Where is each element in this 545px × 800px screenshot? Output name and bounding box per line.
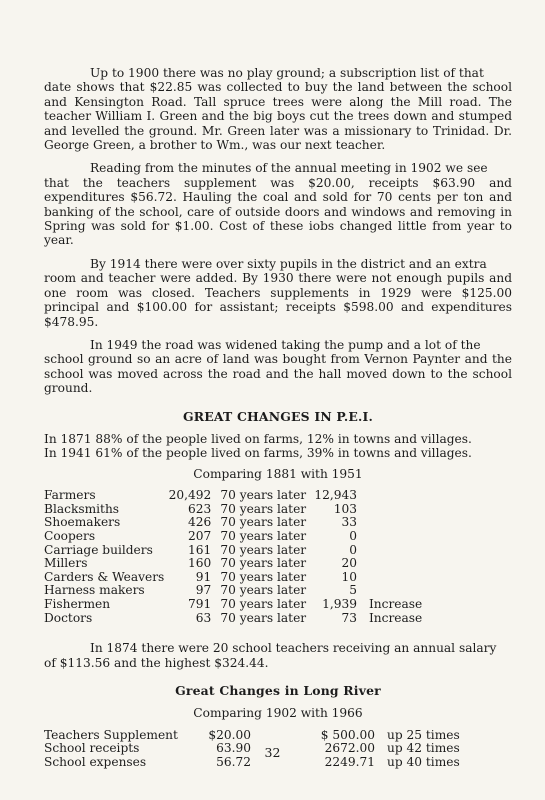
paragraph-rest: room and teacher were added. By 1930 there were not enough pupils and one room was closed. Teachers supplements in 1929 were $125.00 principal and $100.00 for assistant; receipts $598.00 and expenditures $478.95. [44,271,512,329]
pei-heading: GREAT CHANGES IN P.E.I. [182,408,374,424]
value-1966: 2672.00 [324,741,375,756]
value-1881: 426 [188,515,212,530]
change-note [357,516,422,530]
table-row [44,612,422,626]
gap-label: 70 years later [220,569,307,584]
value-1881: 207 [188,528,212,543]
table-row [44,489,422,503]
value-1881: 91 [195,569,212,584]
table-row [44,557,422,571]
value-1902: 63.90 [216,741,251,756]
paragraph-rest: school ground so an acre of land was bought from Vernon Paynter and the school was moved across the road and the hall moved down to the school ground. [44,352,512,396]
occupation-name: Coopers [44,528,96,543]
value-1951: 0 [349,542,357,557]
value-1951: 5 [349,583,357,598]
gap-label: 70 years later [220,610,307,625]
table-row [44,584,422,598]
occupation-name: Farmers [44,488,96,503]
page-text [44,66,512,770]
change-note [357,503,422,517]
paragraph-1914 [44,257,512,329]
value-1881: 63 [195,610,212,625]
paragraph-1949 [44,338,512,396]
gap-label: 70 years later [220,556,307,571]
occupations-table [44,489,422,625]
pei-line-1871: In 1871 88% of the people lived on farms, 12% in towns and villages. [44,431,472,446]
table-row [44,530,422,544]
table-row [44,571,422,585]
paragraph-minutes-1902 [44,161,512,247]
change-note [357,530,422,544]
gap-label: 70 years later [220,542,307,557]
item-name: School receipts [44,741,140,756]
value-1966: 2249.71 [324,754,375,769]
value-1902: 56.72 [216,754,251,769]
value-1951: 103 [333,501,357,516]
change-note [357,544,422,558]
occupation-name: Fishermen [44,596,111,611]
table-row [44,503,422,517]
page-number: 32 [264,745,281,760]
value-1966: $ 500.00 [320,727,375,742]
value-1881: 20,492 [168,488,212,503]
paragraph-teachers-1874 [44,641,512,670]
gap-label: 70 years later [220,515,307,530]
value-1951: 1,939 [322,596,357,611]
change-note: Increase [368,596,423,611]
occupation-name: Blacksmiths [44,501,120,516]
gap-label: 70 years later [220,488,307,503]
gap-label: 70 years later [220,501,307,516]
table-row [44,598,422,612]
change-note: up 40 times [387,754,460,769]
gap-label: 70 years later [220,583,307,598]
occupation-name: Carders & Weavers [44,569,165,584]
value-1951: 20 [341,556,357,571]
occupation-name: Millers [44,556,88,571]
paragraph-playground [44,66,512,152]
change-note: up 25 times [387,727,460,742]
value-1881: 791 [188,596,212,611]
paragraph-first-line: By 1914 there were over sixty pupils in the district and an extra [90,256,487,271]
change-note [357,571,422,585]
value-1951: 12,943 [314,488,357,503]
value-1881: 623 [188,501,212,516]
value-1902: $20.00 [208,727,251,742]
occupation-name: Shoemakers [44,515,121,530]
table-row [44,544,422,558]
value-1881: 160 [188,556,212,571]
long-river-heading: Great Changes in Long River [175,682,381,698]
paragraph-rest: date shows that $22.85 was collected to buy the land between the school and Kensington Road. Tall spruce trees were along the Mill road. The teacher William I. Green and the big boys cut the trees down and stumped and levelled the ground. Mr. Green later was a missionary to Trinidad. Dr. George Green, a brother to Wm., was our next teacher. [44,80,512,153]
value-1881: 97 [195,583,212,598]
change-note: Increase [368,610,423,625]
gap-label: 70 years later [220,596,307,611]
gap-label: 70 years later [220,528,307,543]
value-1951: 33 [341,515,357,530]
change-note [357,489,422,503]
paragraph-first-line: Up to 1900 there was no play ground; a subscription list of that [90,66,484,80]
long-river-subheading: Comparing 1902 with 1966 [193,706,363,721]
paragraph-rest: that the teachers supplement was $20.00, receipts $63.90 and expenditures $56.72. Hauling the coal and sold for 70 cents per ton and banking of the school, care of outside doors and windows and removing in Spring was sold for $1.00. Cost of these iobs changed little from year to year. [44,175,512,248]
value-1951: 0 [349,528,357,543]
value-1881: 161 [188,542,212,557]
paragraph-first-line: In 1949 the road was widened taking the pump and a lot of the [90,337,481,352]
occupation-name: Doctors [44,610,93,625]
value-1951: 73 [341,610,357,625]
occupation-name: Carriage builders [44,542,153,557]
pei-line-1941: In 1941 61% of the people lived on farms, 39% in towns and villages. [44,446,472,461]
value-1951: 10 [341,569,357,584]
pei-subheading: Comparing 1881 with 1951 [193,466,363,481]
change-note: up 42 times [387,741,460,756]
paragraph-rest: of $113.56 and the highest $324.44. [44,655,269,670]
paragraph-first-line: In 1874 there were 20 school teachers receiving an annual salary [90,641,497,656]
table-row [44,516,422,530]
item-name: Teachers Supplement [44,727,178,742]
item-name: School expenses [44,754,147,769]
table-row [44,729,460,743]
occupation-name: Harness makers [44,583,145,598]
change-note [357,584,422,598]
paragraph-first-line: Reading from the minutes of the annual meeting in 1902 we see [90,161,488,176]
change-note [357,557,422,571]
